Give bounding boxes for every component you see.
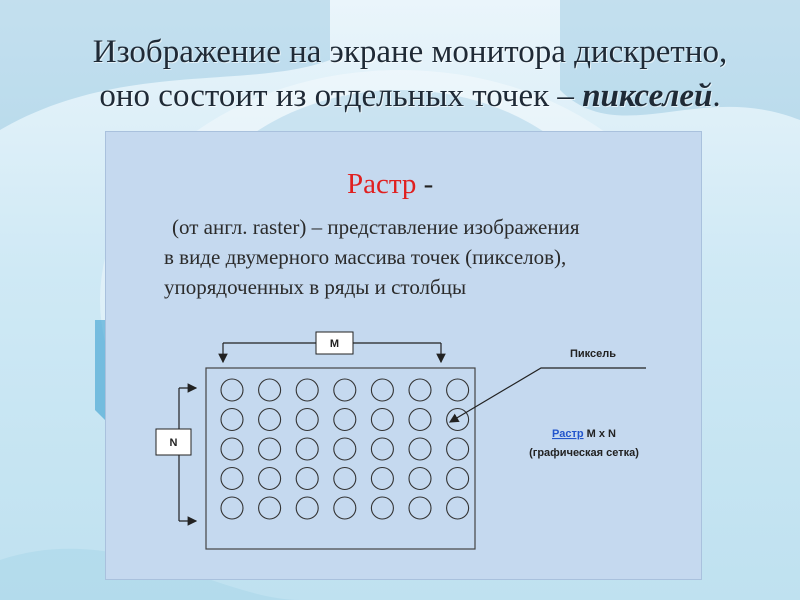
pixel-circle xyxy=(371,409,393,431)
pixel-circle xyxy=(259,379,281,401)
pixel-circle xyxy=(221,409,243,431)
pixel-circle xyxy=(371,468,393,490)
pixel-label: Пиксель xyxy=(569,348,617,360)
pixel-circle xyxy=(409,409,431,431)
pixel-circle xyxy=(296,497,318,519)
pixel-circle xyxy=(447,468,469,490)
pixel-circle xyxy=(221,497,243,519)
pixel-circle xyxy=(409,468,431,490)
pixel-circle xyxy=(221,438,243,460)
definition-line: упорядоченных в ряды и столбцы xyxy=(164,275,467,299)
raster-link[interactable]: Растр xyxy=(552,428,584,440)
pixel-circle xyxy=(371,438,393,460)
pixel-pointer-line xyxy=(450,368,646,422)
definition-line: в виде двумерного массива точек (пикселов), xyxy=(164,245,567,269)
pixel-circle xyxy=(221,468,243,490)
pixel-circle xyxy=(296,379,318,401)
title-line-2-text: оно состоит из отдельных точек – xyxy=(99,78,583,114)
pixel-circle xyxy=(259,468,281,490)
pixel-circle xyxy=(409,438,431,460)
pixel-circle xyxy=(334,438,356,460)
pixel-circle xyxy=(409,497,431,519)
grid-caption: (графическая сетка) xyxy=(529,447,639,459)
raster-term: Растр xyxy=(347,168,417,200)
pixel-circle xyxy=(334,468,356,490)
raster-dash: - xyxy=(423,168,434,200)
title-line-1: Изображение на экране монитора дискретно, xyxy=(92,34,728,70)
raster-size-caption xyxy=(552,428,616,440)
raster-size: M x N xyxy=(583,428,616,440)
raster-diagram xyxy=(106,132,701,579)
n-label: N xyxy=(169,437,178,449)
pixel-grid xyxy=(221,379,469,519)
pixel-circle xyxy=(371,379,393,401)
pixel-circle xyxy=(447,438,469,460)
m-label: M xyxy=(329,338,340,350)
title-line-2 xyxy=(60,74,760,118)
pixel-circle xyxy=(371,497,393,519)
pixel-circle xyxy=(447,497,469,519)
content-panel xyxy=(105,131,702,580)
title-period: . xyxy=(712,78,721,114)
pixel-circle xyxy=(334,379,356,401)
pixel-circle xyxy=(259,497,281,519)
pixel-circle xyxy=(296,468,318,490)
pixel-circle xyxy=(409,379,431,401)
pixel-circle xyxy=(296,409,318,431)
pixel-circle xyxy=(221,379,243,401)
pixel-circle xyxy=(447,409,469,431)
pixel-circle xyxy=(259,409,281,431)
title-emphasis: пикселей xyxy=(582,78,713,114)
definition-line: (от англ. raster) – представление изображения xyxy=(172,215,580,239)
pixel-circle xyxy=(447,379,469,401)
slide-title xyxy=(60,30,760,118)
pixel-circle xyxy=(334,497,356,519)
pixel-circle xyxy=(259,438,281,460)
pixel-circle xyxy=(334,409,356,431)
pixel-circle xyxy=(296,438,318,460)
